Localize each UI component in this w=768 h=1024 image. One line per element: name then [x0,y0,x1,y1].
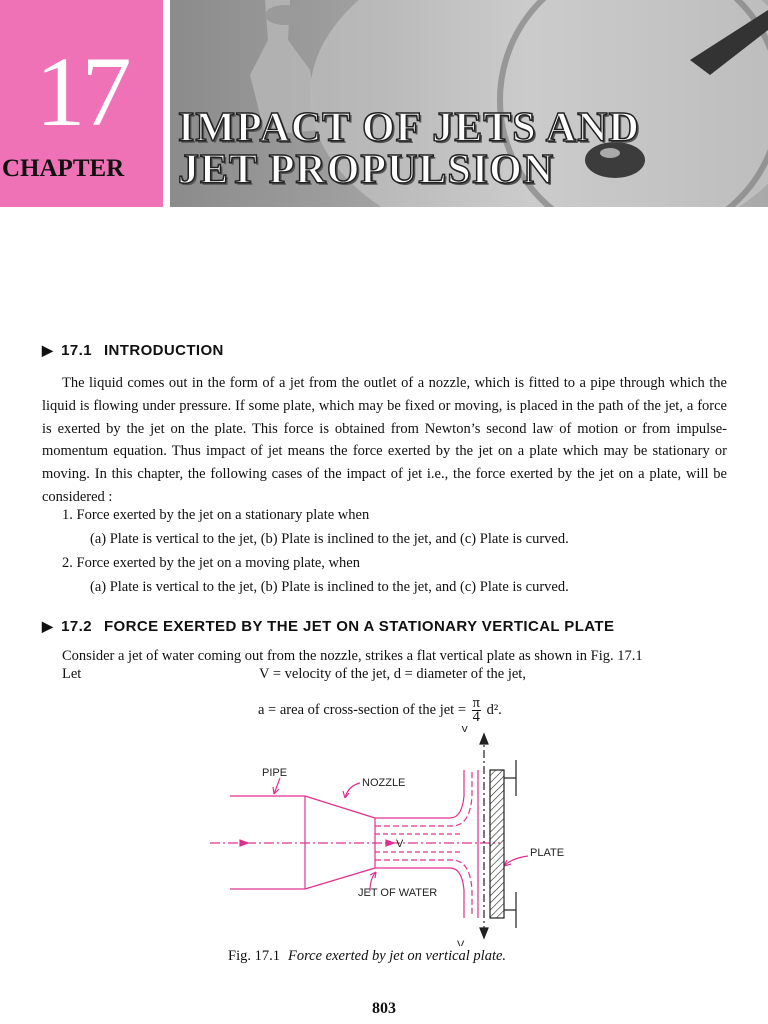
v-top-label: V [461,726,469,735]
figure-caption [228,948,506,965]
jet-of-water-label: JET OF WATER [358,887,438,899]
area-formula [258,697,502,724]
section-title: FORCE EXERTED BY THE JET ON A STATIONARY VERTICAL PLATE [103,618,615,635]
plate-label: PLATE [530,847,565,859]
pi-over-four-fraction [472,697,481,724]
section-number: 17.2 [61,618,92,635]
pipe-label: PIPE [262,767,288,779]
figure-number: Fig. 17.1 [228,948,280,964]
nozzle-label: NOZZLE [362,777,406,789]
section-number: 17.1 [61,342,92,359]
section-intro-text: Consider a jet of water coming out from the nozzle, strikes a flat vertical plate as shown in Fig. 17.1 [62,648,643,664]
chapter-header [0,0,768,210]
list-subitems: (a) Plate is vertical to the jet, (b) Plate is inclined to the jet, and (c) Plate is curved. [90,579,569,595]
triangle-bullet-icon: ▶ [42,618,54,634]
area-text: a = area of cross-section of the jet = [258,701,466,718]
area-tail: d². [486,701,502,718]
chapter-title-line-2: JET PROPULSION [178,147,555,193]
figure-caption-text: Force exerted by jet on vertical plate. [287,948,507,964]
section-heading-force-stationary-plate [42,618,614,635]
jet-plate-diagram [200,726,580,946]
let-line [62,666,526,683]
list-item: 1. Force exerted by the jet on a stationary plate when [62,507,370,523]
triangle-bullet-icon: ▶ [42,342,54,358]
chapter-number: 17 [35,36,128,147]
list-subitems: (a) Plate is vertical to the jet, (b) Plate is inclined to the jet, and (c) Plate is curved. [90,531,569,547]
chapter-label: CHAPTER [2,155,125,182]
section-heading-introduction [42,342,224,359]
figure-17-1 [200,726,580,951]
section-title: INTRODUCTION [103,342,224,359]
page-number: 803 [372,1000,396,1017]
v-bottom-label: V [457,939,465,946]
chapter-number-box [0,0,163,207]
v-jet-label: V [396,838,404,850]
list-item: 2. Force exerted by the jet on a moving plate, when [62,555,360,571]
fraction-numerator: π [472,695,480,711]
introduction-paragraph: The liquid comes out in the form of a jet from the outlet of a nozzle, which is fitted to a pipe through which the liquid is flowing under pressure. If some plate, which may be fixed or moving, is placed in the path of the jet, a force is exerted by the jet on the plate. This force is obtained from Newton’s second law of motion or from impulse-momentum equation. Thus impact of jet means the force exerted by the jet on a plate which may be stationary or moving. In this chapter, the following cases of the impact of jet i.e., the force exerted by the jet on a plate, will be considered : [42,375,727,505]
variable-definitions: V = velocity of the jet, d = diameter of the jet, [259,666,526,682]
fraction-denominator: 4 [472,709,480,725]
let-word: Let [62,666,82,682]
chapter-title-line-1: IMPACT OF JETS AND [178,105,640,151]
